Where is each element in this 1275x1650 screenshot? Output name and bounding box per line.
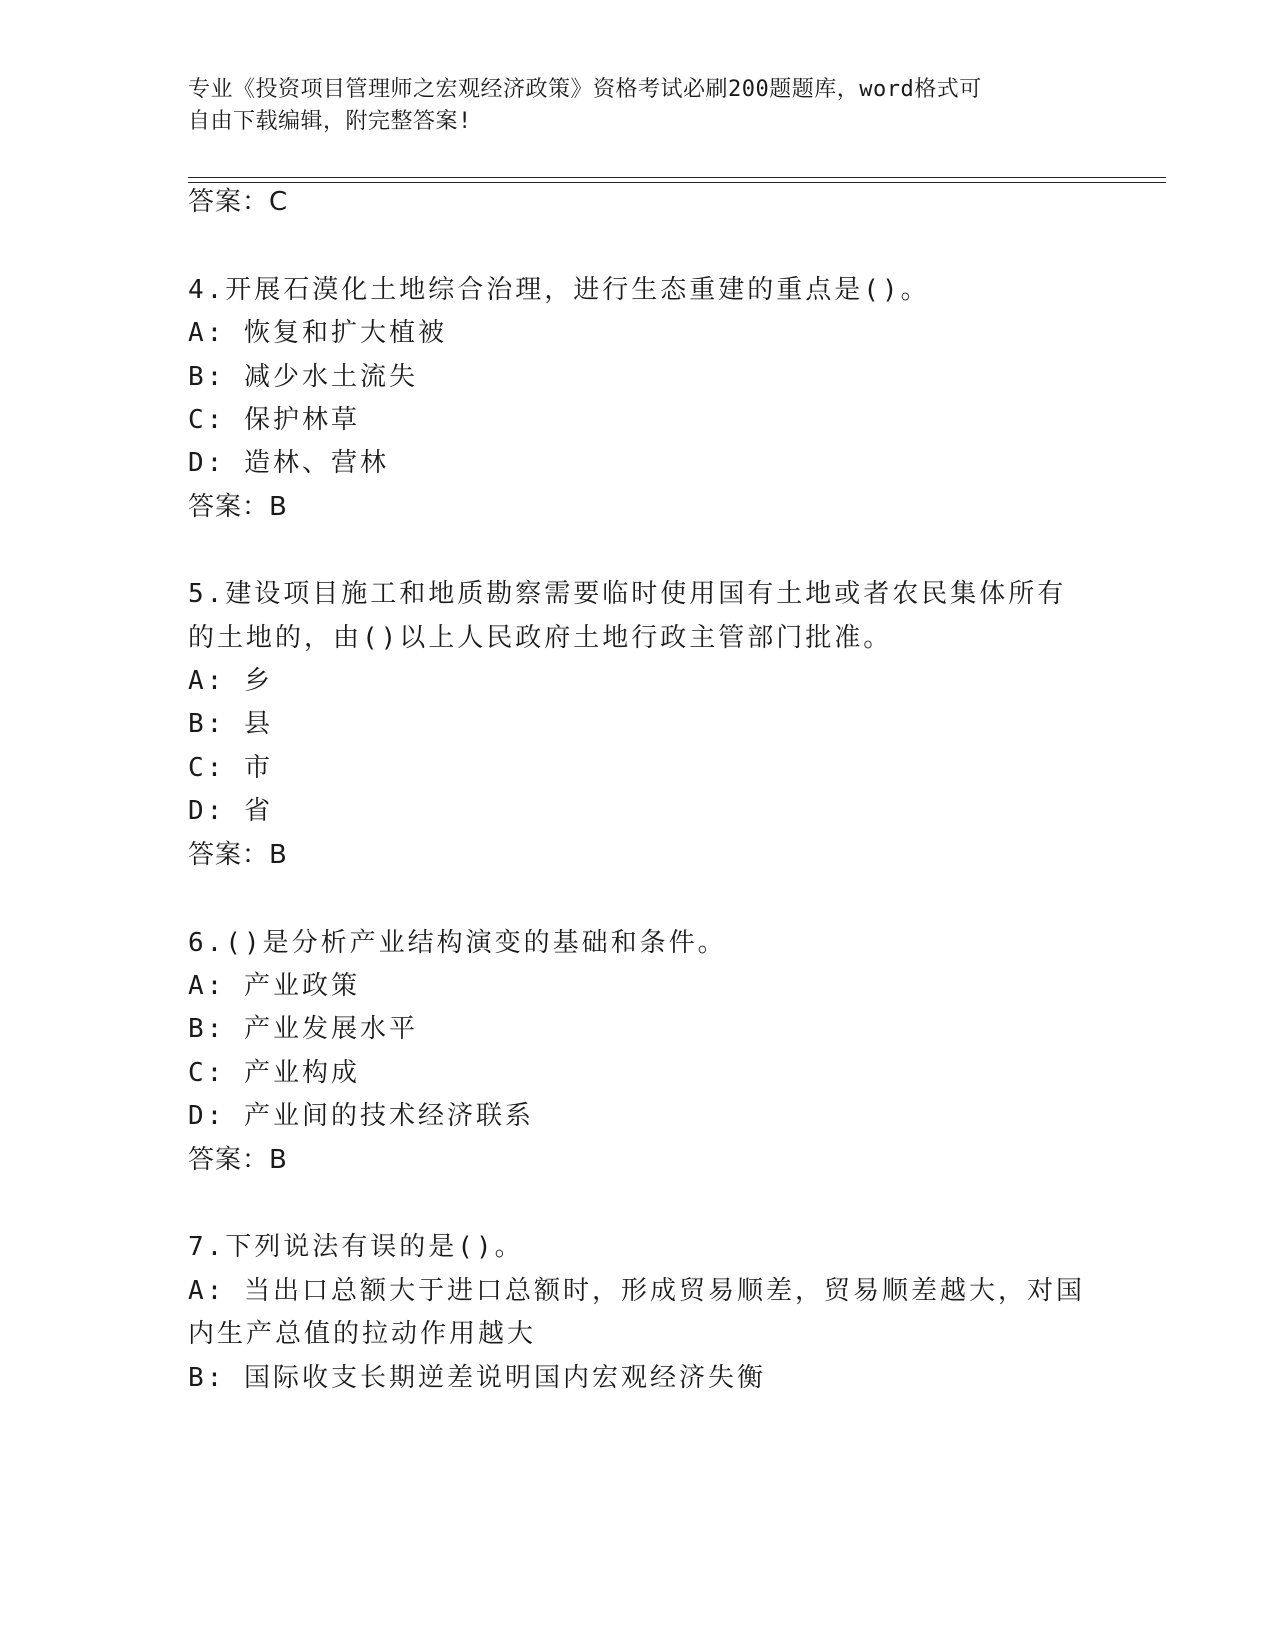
question-6-option-d: D: 产业间的技术经济联系 xyxy=(188,1101,534,1131)
question-4-option-a: A: 恢复和扩大植被 xyxy=(188,318,447,348)
question-6-option-b: B: 产业发展水平 xyxy=(188,1014,418,1044)
question-4-option-c: C: 保护林草 xyxy=(188,405,360,435)
question-7-option-b: B: 国际收支长期逆差说明国内宏观经济失衡 xyxy=(188,1363,766,1393)
header-line-1: 专业《投资项目管理师之宏观经济政策》资格考试必刷200题题库，word格式可 xyxy=(188,77,982,102)
answer-q6: 答案：B xyxy=(188,1145,288,1175)
answer-q3: 答案：C xyxy=(188,187,289,217)
header-rule-top xyxy=(188,177,1166,178)
question-4-option-d: D: 造林、营林 xyxy=(188,448,389,478)
question-5-option-a: A: 乡 xyxy=(188,666,273,696)
answer-q5: 答案：B xyxy=(188,840,288,870)
header-rule-bottom xyxy=(188,182,1166,183)
header-line-2: 自由下载编辑，附完整答案! xyxy=(188,109,472,134)
question-5-stem-line-1: 5.建设项目施工和地质勘察需要临时使用国有土地或者农民集体所有 xyxy=(188,579,1067,609)
document-header xyxy=(188,74,1088,138)
question-5-option-b: B: 县 xyxy=(188,709,273,739)
question-7-option-a-line-2: 内生产总值的拉动作用越大 xyxy=(188,1319,537,1349)
answer-q4: 答案：B xyxy=(188,492,288,522)
question-6-stem: 6.()是分析产业结构演变的基础和条件。 xyxy=(188,928,727,958)
question-4-stem: 4.开展石漠化土地综合治理，进行生态重建的重点是()。 xyxy=(188,275,930,305)
question-4-option-b: B: 减少水土流失 xyxy=(188,362,418,392)
question-6-option-c: C: 产业构成 xyxy=(188,1058,360,1088)
question-7-stem: 7.下列说法有误的是()。 xyxy=(188,1232,524,1262)
question-7-option-a-line-1: A: 当出口总额大于进口总额时，形成贸易顺差，贸易顺差越大，对国 xyxy=(188,1276,1085,1306)
question-5-option-c: C: 市 xyxy=(188,753,273,783)
question-6-option-a: A: 产业政策 xyxy=(188,971,360,1001)
question-5-option-d: D: 省 xyxy=(188,796,273,826)
question-5-stem-line-2: 的土地的，由()以上人民政府土地行政主管部门批准。 xyxy=(188,623,893,653)
